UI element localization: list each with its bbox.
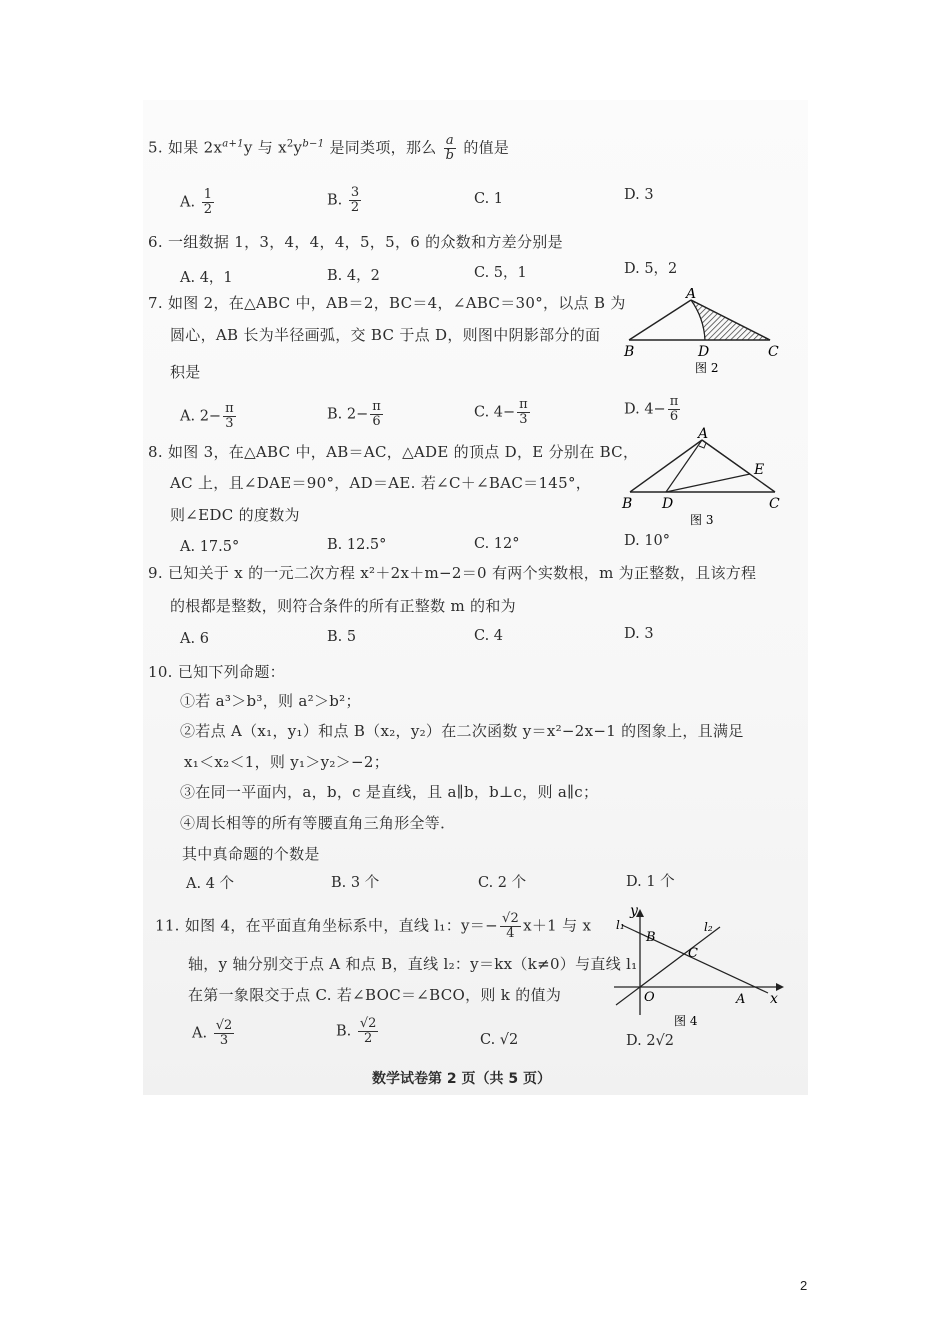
page-number: 2 bbox=[800, 1278, 808, 1293]
q7-option-b: B. 2− $\frac{\pi}{6}$ bbox=[327, 399, 381, 429]
label-a: A bbox=[736, 992, 746, 1007]
q9-option-a: A. 6 bbox=[180, 631, 209, 647]
label-y: y bbox=[630, 905, 638, 919]
caption-fig2: 图 2 bbox=[695, 361, 719, 375]
q10-stem: 10. 已知下列命题： bbox=[148, 663, 285, 681]
q8-option-a: A. 17.5° bbox=[180, 539, 240, 555]
segment-de bbox=[666, 474, 750, 492]
segment-ae bbox=[702, 440, 750, 474]
segment-ab bbox=[630, 440, 702, 492]
segment-oc bbox=[640, 951, 688, 987]
label-x: x bbox=[770, 991, 778, 1007]
q10-proposition-1: ①若 a³＞b³，则 a²＞b²； bbox=[180, 692, 361, 710]
q10-option-a: A. 4 个 bbox=[186, 876, 235, 892]
label-c: C bbox=[769, 496, 780, 512]
figure-4 bbox=[606, 905, 796, 1031]
q7-option-d: D. 4− $\frac{\pi}{6}$ bbox=[624, 394, 679, 424]
label-d: D bbox=[662, 496, 674, 512]
q6-stem: 6. 一组数据 1，3，4，4，4，5，5，6 的众数和方差分别是 bbox=[148, 233, 563, 251]
page-footer: 数学试卷第 2 页（共 5 页） bbox=[372, 1071, 551, 1087]
label-a: A bbox=[686, 288, 697, 302]
q8-option-d: D. 10° bbox=[624, 533, 671, 549]
label-c: C bbox=[688, 946, 698, 961]
label-b: B bbox=[622, 496, 633, 512]
q6-option-b: B. 4，2 bbox=[327, 268, 380, 284]
q11-line3: 在第一象限交于点 C. 若∠BOC＝∠BCO，则 k 的值为 bbox=[188, 986, 562, 1004]
label-o: O bbox=[644, 990, 655, 1005]
q10-proposition-2b: x₁＜x₂＜1，则 y₁＞y₂＞−2； bbox=[184, 753, 390, 771]
label-a: A bbox=[698, 426, 709, 442]
q8-option-b: B. 12.5° bbox=[327, 537, 387, 553]
q10-option-b: B. 3 个 bbox=[331, 875, 380, 891]
figure-3 bbox=[618, 424, 788, 528]
q8-line2: AC 上，且∠DAE＝90°，AD＝AE. 若∠C＋∠BAC＝145°， bbox=[170, 474, 592, 492]
q11-option-d: D. 2√2 bbox=[626, 1033, 675, 1049]
label-d: D bbox=[698, 344, 710, 360]
q7-option-a: A. 2− $\frac{\pi}{3}$ bbox=[180, 401, 234, 431]
q10-option-d: D. 1 个 bbox=[626, 874, 675, 890]
label-b: B bbox=[624, 344, 635, 360]
q7-option-c: C. 4− $\frac{\pi}{3}$ bbox=[474, 397, 528, 427]
q11-option-c: C. √2 bbox=[480, 1032, 519, 1048]
q5-option-d: D. 3 bbox=[624, 187, 654, 203]
figure-2 bbox=[618, 288, 788, 376]
label-b: B bbox=[646, 930, 656, 945]
q9-line2: 的根都是整数，则符合条件的所有正整数 m 的和为 bbox=[170, 597, 516, 615]
segment-ad bbox=[666, 440, 702, 492]
q7-line1: 7. 如图 2，在△ABC 中，AB＝2，BC＝4，∠ABC＝30°，以点 B 为 bbox=[148, 294, 626, 312]
q9-line1: 9. 已知关于 x 的一元二次方程 x²＋2x＋m−2＝0 有两个实数根，m 为正整数，且该方程 bbox=[148, 564, 757, 582]
label-l2: l₂ bbox=[704, 920, 713, 934]
q8-option-c: C. 12° bbox=[474, 536, 520, 552]
q10-proposition-4: ④周长相等的所有等腰直角三角形全等． bbox=[180, 814, 456, 832]
q7-line2: 圆心，AB 长为半径画弧，交 BC 于点 D，则图中阴影部分的面 bbox=[170, 326, 601, 344]
q10-proposition-2a: ②若点 A（x₁，y₁）和点 B（x₂，y₂）在二次函数 y＝x²−2x−1 的图象上，且满足 bbox=[180, 722, 744, 740]
q5-option-b: B. $\frac{3}{2}$ bbox=[327, 185, 360, 215]
q6-option-a: A. 4，1 bbox=[180, 270, 233, 286]
q11-line2: 轴，y 轴分别交于点 A 和点 B，直线 l₂：y＝kx（k≠0）与直线 l₁ bbox=[188, 955, 638, 973]
q5-fraction: $\frac{a}{b}$ bbox=[445, 133, 455, 163]
label-c: C bbox=[768, 344, 779, 360]
caption-fig4: 图 4 bbox=[674, 1014, 698, 1028]
q10-option-c: C. 2 个 bbox=[478, 875, 527, 891]
q5-stem: 5. 如果 $2x^{a+1}y$ 与 $x^2y^{b-1}$ 是同类项，那么 $\frac{a}{b}$ 的值是 bbox=[148, 133, 510, 163]
caption-fig3: 图 3 bbox=[690, 513, 714, 527]
q9-option-d: D. 3 bbox=[624, 626, 654, 642]
q9-option-b: B. 5 bbox=[327, 629, 357, 645]
q6-option-d: D. 5，2 bbox=[624, 261, 678, 277]
label-e: E bbox=[754, 462, 765, 478]
q11-line1: 11. 如图 4，在平面直角坐标系中，直线 l₁：y＝− $\frac{√2}{4}$ x＋1 与 x bbox=[155, 911, 592, 941]
q8-line1: 8. 如图 3，在△ABC 中，AB＝AC，△ADE 的顶点 D，E 分别在 BC， bbox=[148, 443, 639, 461]
label-l1: l₁ bbox=[616, 918, 625, 932]
q10-ask: 其中真命题的个数是 bbox=[182, 845, 320, 863]
segment-ab bbox=[629, 300, 691, 340]
q9-option-c: C. 4 bbox=[474, 628, 504, 644]
q11-option-b: B. $\frac{√2}{2}$ bbox=[336, 1016, 377, 1046]
q11-option-a: A. $\frac{√2}{3}$ bbox=[192, 1018, 233, 1048]
q5-option-c: C. 1 bbox=[474, 191, 504, 207]
q7-line3: 积是 bbox=[170, 363, 201, 381]
q8-line3: 则∠EDC 的度数为 bbox=[170, 506, 300, 524]
x-axis-arrow bbox=[776, 983, 784, 991]
q10-proposition-3: ③在同一平面内，a，b，c 是直线，且 a∥b，b⊥c，则 a∥c； bbox=[180, 783, 599, 801]
q5-option-a: A. $\frac{1}{2}$ bbox=[180, 187, 212, 217]
q6-option-c: C. 5，1 bbox=[474, 265, 527, 281]
